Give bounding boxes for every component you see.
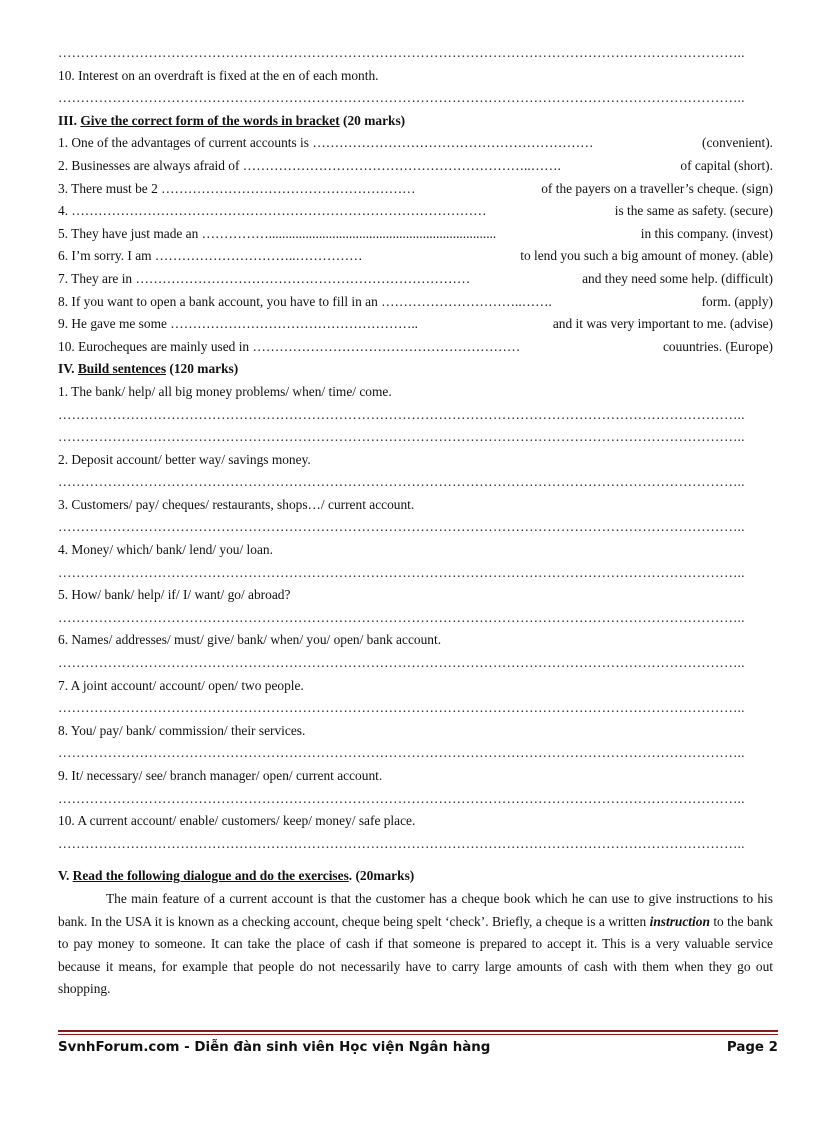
page-number: Page 2 [726, 1040, 778, 1055]
section-3-heading: III. Give the correct form of the words in bracket (20 marks) [58, 112, 406, 128]
answer-line: …………………………………………………………………………………………………………………………………….. [58, 745, 745, 761]
word-form-item: 9. He gave me some ……………………………………………….. and it was very important to me. (advise) [58, 316, 773, 332]
build-sentence-prompt: 6. Names/ addresses/ must/ give/ bank/ when/ you/ open/ bank account. [58, 632, 442, 648]
word-form-item: 3. There must be 2 ………………………………………………… of the payers on a traveller’s cheque. (sign) [58, 180, 773, 196]
word-form-item: 6. I’m sorry. I am …………………………..…………… to lend you such a big amount of money. (able) [58, 248, 773, 264]
build-sentence-prompt: 1. The bank/ help/ all big money problems/ when/ time/ come. [58, 383, 392, 399]
build-sentence-prompt: 5. How/ bank/ help/ if/ I/ want/ go/ abroad? [58, 587, 291, 603]
question-10: 10. Interest on an overdraft is fixed at the en of each month. [58, 67, 379, 83]
word-form-item: 4. ………………………………………………………………………………… is the same as safety. (secure) [58, 203, 773, 219]
answer-line: …………………………………………………………………………………………………………………………………….. [58, 790, 745, 806]
section-3-marks: (20 marks) [343, 112, 406, 128]
build-sentence-prompt: 4. Money/ which/ bank/ lend/ you/ loan. [58, 542, 273, 558]
section-5-marks: . (20marks) [348, 868, 415, 884]
answer-line: …………………………………………………………………………………………………………………………………….. [58, 519, 745, 535]
build-sentence-prompt: 10. A current account/ enable/ customers/ keep/ money/ safe place. [58, 813, 416, 829]
footer-divider [58, 1030, 778, 1032]
section-4-heading: IV. Build sentences (120 marks) [58, 361, 239, 377]
answer-line: …………………………………………………………………………………………………………………………………….. [58, 406, 745, 422]
word-form-item: 1. One of the advantages of current accounts is ……………………………………………………… (convenient). [58, 135, 773, 151]
section-5-title: Read the following dialogue and do the exercises [72, 868, 349, 884]
answer-line: …………………………………………………………………………………………………………………………………….. [58, 45, 745, 60]
section-4-title: Build sentences [77, 361, 167, 377]
page-footer [58, 1040, 778, 1055]
emphasized-word: instruction [649, 913, 710, 929]
answer-line: …………………………………………………………………………………………………………………………………….. [58, 474, 745, 490]
footer-site: SvnhForum.com - Diễn đàn sinh viên Học viện Ngân hàng [58, 1040, 491, 1055]
answer-line: …………………………………………………………………………………………………………………………………….. [58, 835, 745, 851]
answer-line: …………………………………………………………………………………………………………………………………….. [58, 700, 745, 716]
build-sentence-prompt: 2. Deposit account/ better way/ savings money. [58, 451, 311, 467]
section-4-marks: (120 marks) [169, 361, 239, 377]
word-form-item: 7. They are in ………………………………………………………………… and they need some help. (difficult) [58, 270, 773, 286]
build-sentence-prompt: 7. A joint account/ account/ open/ two people. [58, 677, 304, 693]
word-form-item: 8. If you want to open a bank account, you have to fill in an …………………………..……. form. (apply) [58, 293, 773, 309]
section-3-title: Give the correct form of the words in bracket [80, 112, 340, 128]
answer-line: …………………………………………………………………………………………………………………………………….. [58, 564, 745, 580]
answer-line: …………………………………………………………………………………………………………………………………….. [58, 609, 745, 625]
build-sentence-prompt: 3. Customers/ pay/ cheques/ restaurants, shops…/ current account. [58, 496, 415, 512]
answer-line: …………………………………………………………………………………………………………………………………….. [58, 90, 745, 106]
answer-line: …………………………………………………………………………………………………………………………………….. [58, 655, 745, 671]
word-form-item: 10. Eurocheques are mainly used in …………………………………………………… couuntries. (Europe) [58, 338, 773, 354]
section-5-heading: V. Read the following dialogue and do the exercises. (20marks) [58, 868, 415, 884]
word-form-item: 5. They have just made an …………….................................................................... in this company. (invest) [58, 225, 773, 241]
build-sentence-prompt: 9. It/ necessary/ see/ branch manager/ open/ current account. [58, 768, 383, 783]
word-form-item: 2. Businesses are always afraid of ………………………………………………………..……. of capital (short). [58, 157, 773, 173]
worksheet-page [58, 42, 773, 1001]
build-sentence-prompt: 8. You/ pay/ bank/ commission/ their services. [58, 722, 306, 738]
reading-passage: The main feature of a current account is that the customer has a cheque book which he can use to give instructions to his bank. In the USA it is known as a checking account, cheque being spelt ‘check’. Briefly, a cheque is a written instruction to the bank to pay money to someone. It can take the place of cash if that someone is prepared to accept it. This is a very valuable service because it means, for example that people do not necessarily have to carry large amounts of cash with them when they go out shopping. [58, 890, 773, 997]
footer-divider-thin [58, 1034, 778, 1035]
answer-line: …………………………………………………………………………………………………………………………………….. [58, 429, 745, 445]
